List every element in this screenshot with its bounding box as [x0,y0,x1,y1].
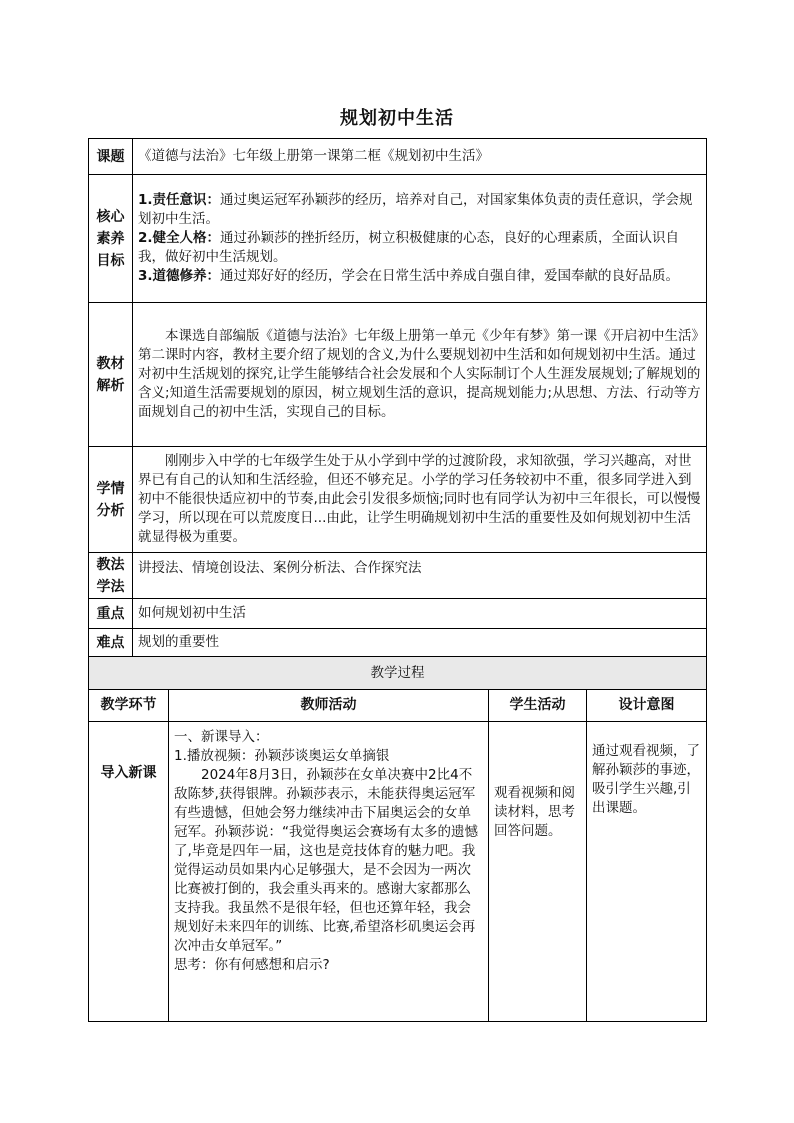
students-content: 刚刚步入中学的七年级学生处于从小学到中学的过渡阶段，求知欲强，学习兴趣高，对世界已有自己的认知和生活经验，但还不够充足。小学的学习任务较初中不重，很多同学进入到初中不能很快适应初中的节奏,由此会引发很多烦恼;同时也有同学认为初中三年很长，可以慢慢学习，所以现在可以荒废度日...由此，让学生明确规划初中生活的重要性及如何规划初中生活就显得极为重要。 [138,453,701,545]
literacy-item: 1.责任意识：通过奥运冠军孙颖莎的经历，培养对自己，对国家集体负责的责任意识，学会规划初中生活。 [138,192,693,227]
column-header: 学生活动 [489,690,587,722]
literacy-row [89,175,707,303]
design-intent: 通过观看视频，了解孙颖莎的事迹，吸引学生兴趣,引出课题。 [587,722,707,1022]
page-title: 规划初中生活 [340,108,454,129]
lesson-plan-table [88,138,707,1022]
literacy-label: 核心素养目标 [89,175,133,303]
methods-content: 讲授法、情境创设法、案例分析法、合作探究法 [133,553,707,599]
difficulty-label: 难点 [89,629,133,657]
course-label: 课题 [89,139,133,175]
key-row [89,599,707,629]
material-content: 本课选自部编版《道德与法治》七年级上册第一单元《少年有梦》第一课《开启初中生活》第二课时内容，教材主要介绍了规划的含义,为什么要规划初中生活和如何规划初中生活。通过对初中生活规划的探究,让学生能够结合社会发展和个人实际制订个人生涯发展规划;了解规划的含义;知道生活需要规划的原因，树立规划生活的意识，提高规划能力;从思想、方法、行动等方面规划自己的初中生活，实现自己的目标。 [138,328,701,420]
material-row [89,303,707,447]
column-header: 设计意图 [587,690,707,722]
methods-row [89,553,707,599]
teacher-activity: 一、新课导入： 1.播放视频：孙颖莎谈奥运女单摘银 2024年8月3日，孙颖莎在女单决赛中2比4不敌陈梦,获得银牌。孙颖莎表示，未能获得奥运冠军有些遗憾，但她会努力继续冲击下届奥运会的女单冠军。孙颖莎说：“我觉得奥运会赛场有太多的遗憾了,毕竟是四年一届，这也是竞技体育的魅力吧。我觉得运动员如果内心足够强大，是不会因为一两次比赛被打倒的，我会重头再来的。感谢大家都那么支持我。我虽然不是很年轻，但也还算年轻，我会规划好未来四年的训练、比赛,希望洛杉矶奥运会再次冲击女单冠军。” 思考：你有何感想和启示? [169,722,489,1022]
course-content: 《道德与法治》七年级上册第一课第二框《规划初中生活》 [133,139,707,175]
column-header: 教师活动 [169,690,489,722]
process-heading: 教学过程 [89,657,707,690]
key-label: 重点 [89,599,133,629]
material-label: 教材解析 [89,303,133,447]
student-activity: 观看视频和阅读材料，思考回答问题。 [489,722,587,1022]
process-header-row [89,690,707,722]
literacy-item: 3.道德修养：通过郑好好的经历，学会在日常生活中养成自强自律，爱国奉献的良好品质。 [138,268,680,284]
methods-label: 教法学法 [89,553,133,599]
difficulty-content: 规划的重要性 [133,629,707,657]
students-label: 学情分析 [89,447,133,553]
key-content: 如何规划初中生活 [133,599,707,629]
students-row [89,447,707,553]
process-heading-row [89,657,707,690]
course-row [89,139,707,175]
column-header: 教学环节 [89,690,169,722]
process-row [89,722,707,1022]
literacy-content [133,175,707,303]
stage-label: 导入新课 [89,722,169,1022]
difficulty-row [89,629,707,657]
literacy-item: 2.健全人格：通过孙颖莎的挫折经历，树立积极健康的心态，良好的心理素质，全面认识自我，做好初中生活规划。 [138,230,680,265]
